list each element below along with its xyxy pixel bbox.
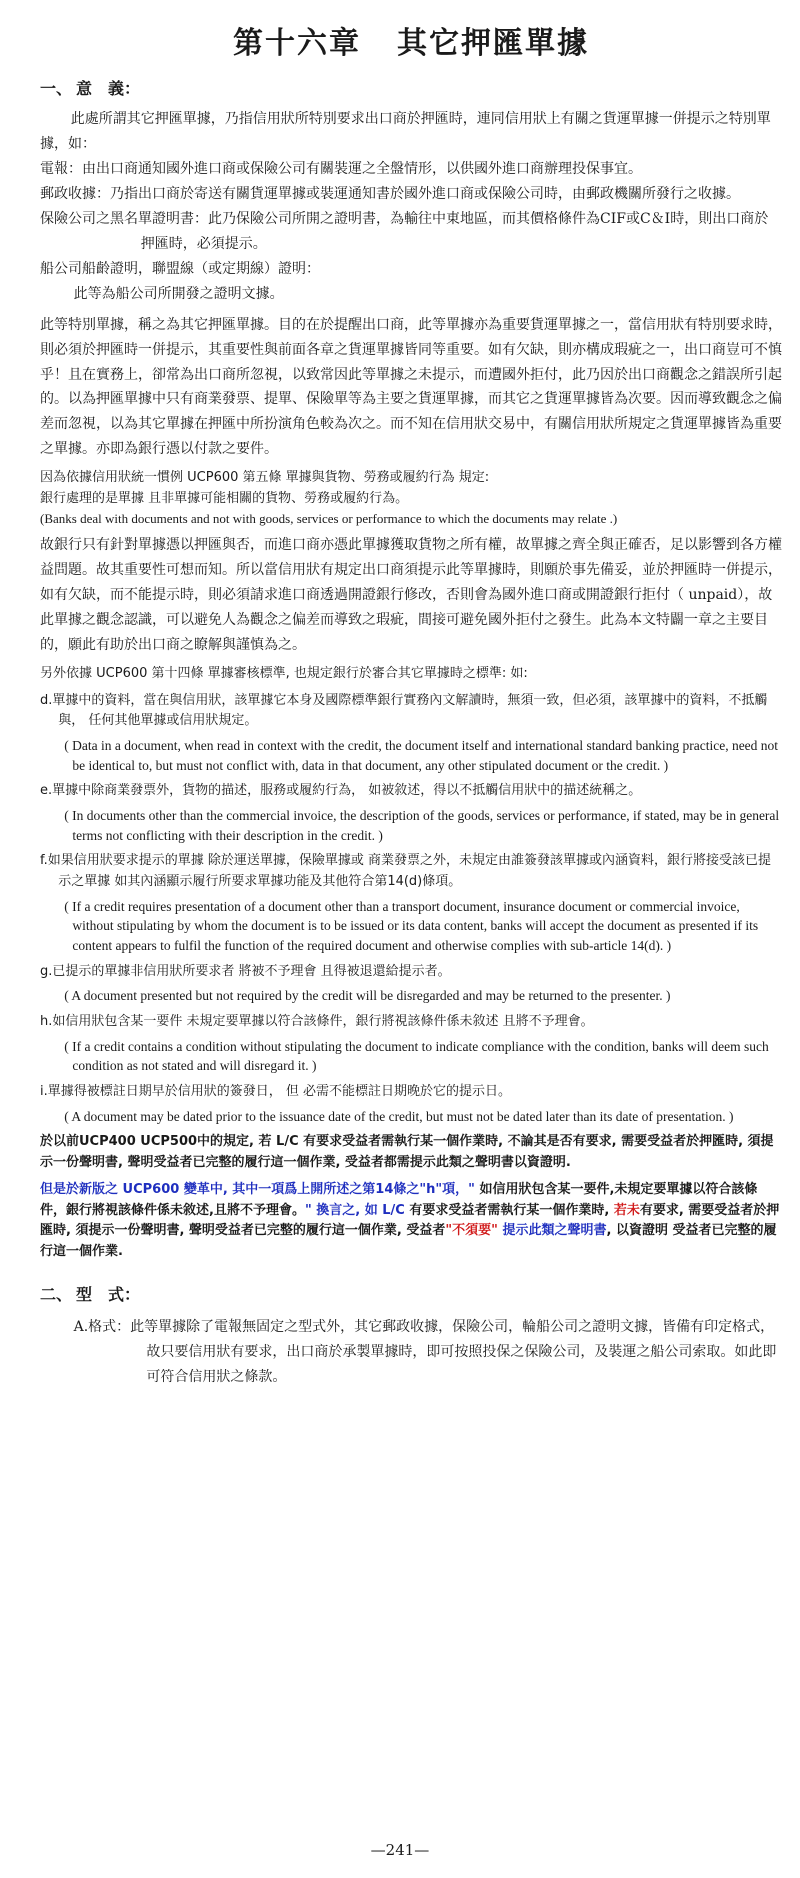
paragraph-old-ucp: 於以前UCP400 UCP500中的規定, 若 L/C 有要求受益者需執行某一個作業時, 不論其是否有要求, 需要受益者於押匯時, 須提示一份聲明書, 聲明受益者已完整的履行這一個作業, 受益者都需提示此類之聲明書以資證明. — [40, 1134, 774, 1170]
definition-ship-certificate-text: 此等為船公司所開發之證明文據。 — [73, 285, 284, 302]
definition-blacklist-certificate: 保險公司之黑名單證明書：此乃保險公司所開之證明書，為輸往中東地區，而其價格條件為CIF或C＆I時，則出口商於押匯時，必須提示。 — [40, 211, 769, 252]
paragraph-ucp600-change: 但是於新版之 UCP600 變革中, 其中一項爲上開所述之第14條之"h"項，" 如信用狀包含某一要件,未規定要單據以符合該條件，銀行將視該條件係未敘述,且將不予理會。" 換言之, 如 L/C 有要求受益者需執行某一個作業時, 若未有要求, 需要受益者於押匯時, 須提示一份聲明書, 聲明受益者已完整的履行這一個作業, 受益者"不須要" 提示此類之聲明書, 以資證明 受益者已完整的履行這一個作業. — [40, 1181, 780, 1260]
clause-d: d.單據中的資料，當在與信用狀，該單據它本身及國際標準銀行實務內文解讀時，無須一致，但必須，該單據中的資料，不抵觸與， 任何其他單據或信用狀規定。 ( Data in a document, when read in context with the credit, the document itself and international standard banking practice, need not be identical to, but must not conflict with, data in that document, any other stipulated document or the credit. ) — [40, 692, 779, 773]
clause-g: g.已提示的單據非信用狀所要求者 將被不予理會 且得被退還給提示者。 ( A document presented but not required by the credit will be disregarded and may be returned to the presenter. ) — [40, 963, 671, 1004]
section1-heading: 一、 意 義： — [40, 79, 141, 98]
ucp-article14-intro: 另外依據 UCP600 第十四條 單據審核標準, 也規定銀行於審合其它單據時之標準: 如: — [40, 665, 528, 681]
page-number: —241— — [370, 1841, 430, 1860]
definition-telegram: 電報：由出口商通知國外進口商或保險公司有關裝運之全盤情形，以供國外進口商辦理投保事宜。 — [40, 161, 642, 178]
chapter-title — [40, 24, 782, 63]
clause-f: f.如果信用狀要求提示的單據 除於運送單據，保險單據或 商業發票之外，未規定由誰簽發該單據或內涵資料，銀行將接受該已提示之單據 如其內涵顯示履行所要求單據功能及其他符合第14(d)條項。 ( If a credit requires presentation of a document other than a transport document, insurance document or commercial invoice, without stipulating by whom the document is to be issued or its data content, banks will accept the document as presented if its content appears to fulfil the function of the required document and otherwise complies with sub-article 14(d). ) — [40, 853, 772, 953]
clause-h: h.如信用狀包含某一要件 未規定要單據以符合該條件，銀行將視該條件係未敘述 且將不予理會。 ( If a credit contains a condition without stipulating the document to indicate compliance with the condition, banks will deem such condition as not stated and will disregard it. ) — [40, 1013, 769, 1074]
definition-list — [40, 157, 782, 306]
format-paragraph: A.格式：此等單據除了電報無固定之型式外，其它郵政收據，保險公司，輪船公司之證明文據，皆備有印定格式，故只要信用狀有要求，出口商於承製單據時，即可按照投保之保險公司，及裝運之船公司索取。如此即可符合信用狀之條款。 — [73, 1319, 777, 1386]
paragraph-bank-documents: 故銀行只有針對單據憑以押匯與否，而進口商亦憑此單據獲取貨物之所有權，故單據之齊全與正確否，足以影響到各方權益問題。故其重要性可想而知。所以當信用狀有規定出口商須提示此等單據時，則願於事先備妥，並於押匯時一併提示，如有欠缺，而不能提示時，則必須請求進口商透過開證銀行修改，否則會為國外進口商或開證銀行拒付（ unpaid），故此單據之觀念認識，可以避免人為觀念之偏差而導致之瑕疵，間接可避免國外拒付之發生。此為本文特闢一章之主要目的，願此有助於出口商之瞭解與謹慎為之。 — [40, 537, 782, 653]
chapter-name: 其它押匯單據 — [397, 26, 589, 61]
ucp-article5 — [40, 468, 782, 527]
clause-e: e.單據中除商業發票外，貨物的描述，服務或履約行為， 如被敘述，得以不抵觸信用狀中的描述統稱之。 ( In documents other than the commercial invoice, the description of the goods, services or performance, if stated, may be in general terms not conflicting with their description in the credit. ) — [40, 783, 780, 843]
definition-postal-receipt: 郵政收據：乃指出口商於寄送有關貨運單據或裝運通知書於國外進口商或保險公司時，由郵政機關所發行之收據。 — [40, 186, 740, 203]
ucp-article5-zh: 銀行處理的是單據 且非單據可能相關的貨物、勞務或履約行為。 — [40, 490, 409, 506]
definition-ship-certificate-term: 船公司船齡證明，聯盟線（或定期線）證明： — [40, 260, 320, 277]
chapter-number: 第十六章 — [233, 26, 361, 61]
clause-i: i.單據得被標註日期早於信用狀的簽發日， 但 必需不能標註日期晚於它的提示日。 ( A document may be dated prior to the issuance date of the credit, but must not be dated later than its date of presentation. ) — [40, 1083, 734, 1124]
ucp-article5-intro: 因為依據信用狀統一慣例 UCP600 第五條 單據與貨物、勞務或履約行為 規定: — [40, 470, 490, 486]
section1-intro: 此處所謂其它押匯單據，乃指信用狀所特別要求出口商於押匯時，連同信用狀上有關之貨運單據一併提示之特別單據，如： — [40, 111, 771, 153]
paragraph-special-documents: 此等特別單據，稱之為其它押匯單據。目的在於提醒出口商，此等單據亦為重要貨運單據之一，當信用狀有特別要求時，則必須於押匯時一併提示，其重要性與前面各章之貨運單據皆同等重要。如有欠缺，則亦構成瑕疵之一，出口商豈可不慎乎！且在實務上，卻常為出口商所忽視，以致常因此等單據之未提示，而遭國外拒付，此乃因於出口商觀念之錯誤所引起的。以為押匯單據中只有商業發票、提單、保險單等為主要之貨運單據，而其它之貨運單據皆為次要。因而導致觀念之偏差而忽視，以為其它單據在押匯中所扮演角色較為次之。而不知在信用狀交易中，有關信用狀所規定之貨運單據皆為重要之單據。亦即為銀行憑以付款之要件。 — [40, 316, 782, 458]
clause-list — [40, 691, 782, 1127]
section2-heading: 二、 型 式： — [40, 1284, 141, 1304]
ucp-article5-en: (Banks deal with documents and not with goods, services or performance to which the documents may relate .) — [40, 510, 618, 526]
